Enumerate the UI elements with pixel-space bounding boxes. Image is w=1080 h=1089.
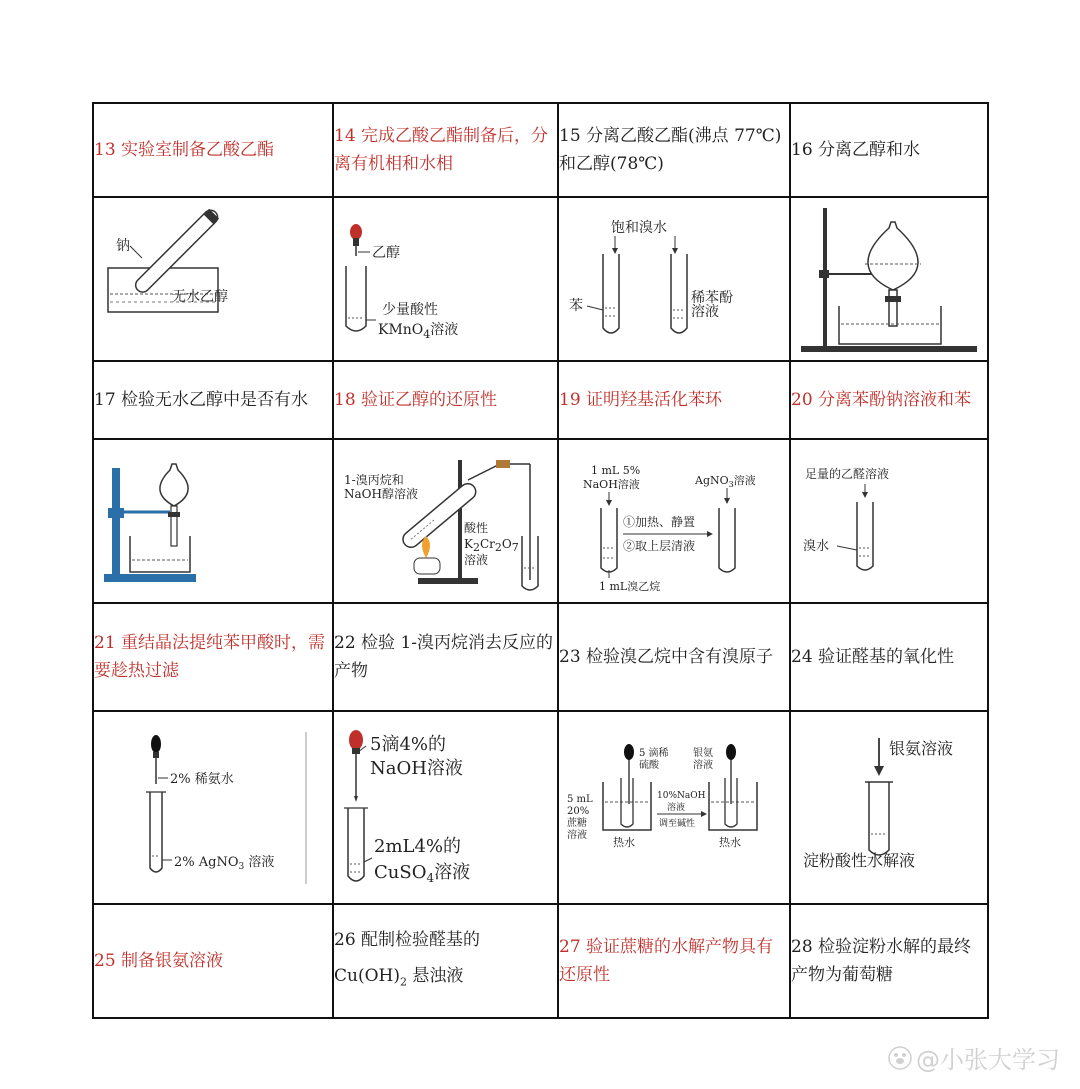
phenol-line1: 稀苯酚: [691, 290, 733, 306]
step1-label: ①加热、静置: [623, 515, 696, 529]
acid-line1: 酸性: [464, 521, 489, 535]
ethanol-label: 乙醇: [372, 245, 400, 261]
title-23: 23 检验溴乙烷中含有溴原子: [558, 603, 790, 711]
title-16: 16 分离乙醇和水: [790, 103, 988, 197]
figure-row-2: [93, 439, 988, 603]
mix-line1: 1-溴丙烷和: [344, 473, 404, 487]
title-21: 21 重结晶法提纯苯甲酸时，需要趁热过滤: [93, 603, 333, 711]
agno3-label: 2% AgNO$_3$ 溶液: [174, 855, 275, 872]
title-row-1: [93, 103, 988, 197]
silver-line1: 银氨: [693, 748, 713, 759]
silver-ammonia-figure: [94, 712, 332, 903]
figure-24: [790, 711, 988, 904]
figure-17: [93, 439, 333, 603]
naoh-line3: 调至碱性: [659, 819, 696, 829]
title-20: 20 分离苯酚钠溶液和苯: [790, 361, 988, 439]
benzene-label: 苯: [569, 298, 583, 314]
figure-21: [93, 711, 333, 904]
title-27: 27 验证蔗糖的水解产物具有还原性: [558, 904, 790, 1018]
figure-22: [333, 711, 558, 904]
acid-line1: 5 滴稀: [639, 748, 669, 759]
title-28: 28 检验淀粉水解的最终产物为葡萄糖: [790, 904, 988, 1018]
experiment-table: [92, 102, 989, 1019]
watermark: [888, 1040, 1060, 1075]
title-26-line2: $Cu(OH)_2$ 悬浊液: [334, 965, 464, 989]
sodium-label: 钠: [116, 238, 130, 254]
title-15: 15 分离乙酸乙酯(沸点 77℃)和乙醇(78℃): [558, 103, 790, 197]
figure-19: [558, 439, 790, 603]
cuso4-line2: CuSO$_4$溶液: [374, 862, 471, 885]
naoh-line1: 10%NaOH: [657, 791, 706, 801]
figure-23: [558, 711, 790, 904]
figure-row-3: [93, 711, 988, 904]
title-row-2: [93, 361, 988, 439]
silver-line2: 溶液: [693, 760, 713, 771]
kmno4-line1: 少量酸性: [382, 302, 438, 318]
title-26: [333, 904, 558, 1018]
title-13: 13 实验室制备乙酸乙酯: [93, 103, 333, 197]
naoh-line2: NaOH溶液: [370, 758, 463, 779]
title-19: 19 证明羟基活化苯环: [558, 361, 790, 439]
figure-20: [790, 439, 988, 603]
starch-label: 淀粉酸性水解液: [803, 851, 916, 870]
figure-18: [333, 439, 558, 603]
title-18: 18 验证乙醇的还原性: [333, 361, 558, 439]
naoh-line1: 5滴4%的: [370, 734, 447, 755]
figure-16: [790, 197, 988, 361]
sodium-ethanol-figure: [94, 198, 332, 360]
aldehyde-bromine-figure: [791, 440, 987, 602]
kmno4-line2: KMnO$_4$溶液: [378, 322, 459, 341]
figure-14: [333, 197, 558, 361]
naoh-line2: NaOH溶液: [583, 478, 640, 491]
figure-13: [93, 197, 333, 361]
title-row-4: [93, 904, 988, 1018]
acid-line2: K2Cr2O7: [464, 537, 519, 554]
kmno4-figure: [334, 198, 557, 360]
step2-label: ②取上层清液: [623, 539, 696, 553]
silver-ammonia-label: 银氨溶液: [889, 739, 954, 758]
bromoethane-label: 1 mL溴乙烷: [599, 580, 661, 593]
sucrose-line2: 20%: [567, 806, 590, 817]
title-26-line1: 26 配制检验醛基的: [334, 929, 481, 950]
title-row-3: [93, 603, 988, 711]
figure-15: [558, 197, 790, 361]
title-22: 22 检验 1-溴丙烷消去反应的产物: [333, 603, 558, 711]
acid-line2: 硫酸: [639, 760, 659, 771]
naoh-line2: 溶液: [667, 803, 686, 813]
title-14: 14 完成乙酸乙酯制备后，分离有机相和水相: [333, 103, 558, 197]
agno3-label: AgNO$_3$溶液: [695, 474, 756, 489]
bromoethane-hydrolysis-figure: [559, 440, 789, 602]
mix-line2: NaOH醇溶液: [344, 487, 418, 501]
aldehyde-label: 足量的乙醛溶液: [805, 467, 890, 481]
sucrose-line3: 蔗糖: [567, 818, 587, 829]
sucrose-line4: 溶液: [567, 830, 587, 841]
ammonia-label: 2% 稀氨水: [170, 772, 234, 787]
blue-stand-funnel-figure: [94, 440, 332, 602]
title-17: 17 检验无水乙醇中是否有水: [93, 361, 333, 439]
phenol-bromine-figure: [559, 198, 789, 360]
watermark-text: @小张大学习: [916, 1046, 1060, 1074]
anhydrous-ethanol-label: 无水乙醇: [172, 289, 228, 305]
separatory-funnel-figure: [791, 198, 987, 360]
hot-water-1: 热水: [613, 836, 635, 849]
sucrose-line1: 5 mL: [567, 794, 593, 805]
bromine-label: 溴水: [803, 539, 830, 554]
cuso4-line1: 2mL4%的: [374, 836, 462, 857]
ethanol-reduction-figure: [334, 440, 557, 602]
paw-icon: [888, 1046, 912, 1070]
aldehyde-oxidation-figure: [791, 712, 987, 903]
title-24: 24 验证醛基的氧化性: [790, 603, 988, 711]
hot-water-2: 热水: [719, 836, 741, 849]
naoh-line1: 1 mL 5%: [591, 464, 641, 477]
phenol-line2: 溶液: [691, 304, 719, 320]
figure-row-1: [93, 197, 988, 361]
sucrose-hydrolysis-figure: [559, 712, 789, 903]
cuoh2-figure: [334, 712, 557, 903]
bromine-water-label: 饱和溴水: [611, 220, 667, 236]
acid-line3: 溶液: [464, 553, 489, 567]
title-25: 25 制备银氨溶液: [93, 904, 333, 1018]
